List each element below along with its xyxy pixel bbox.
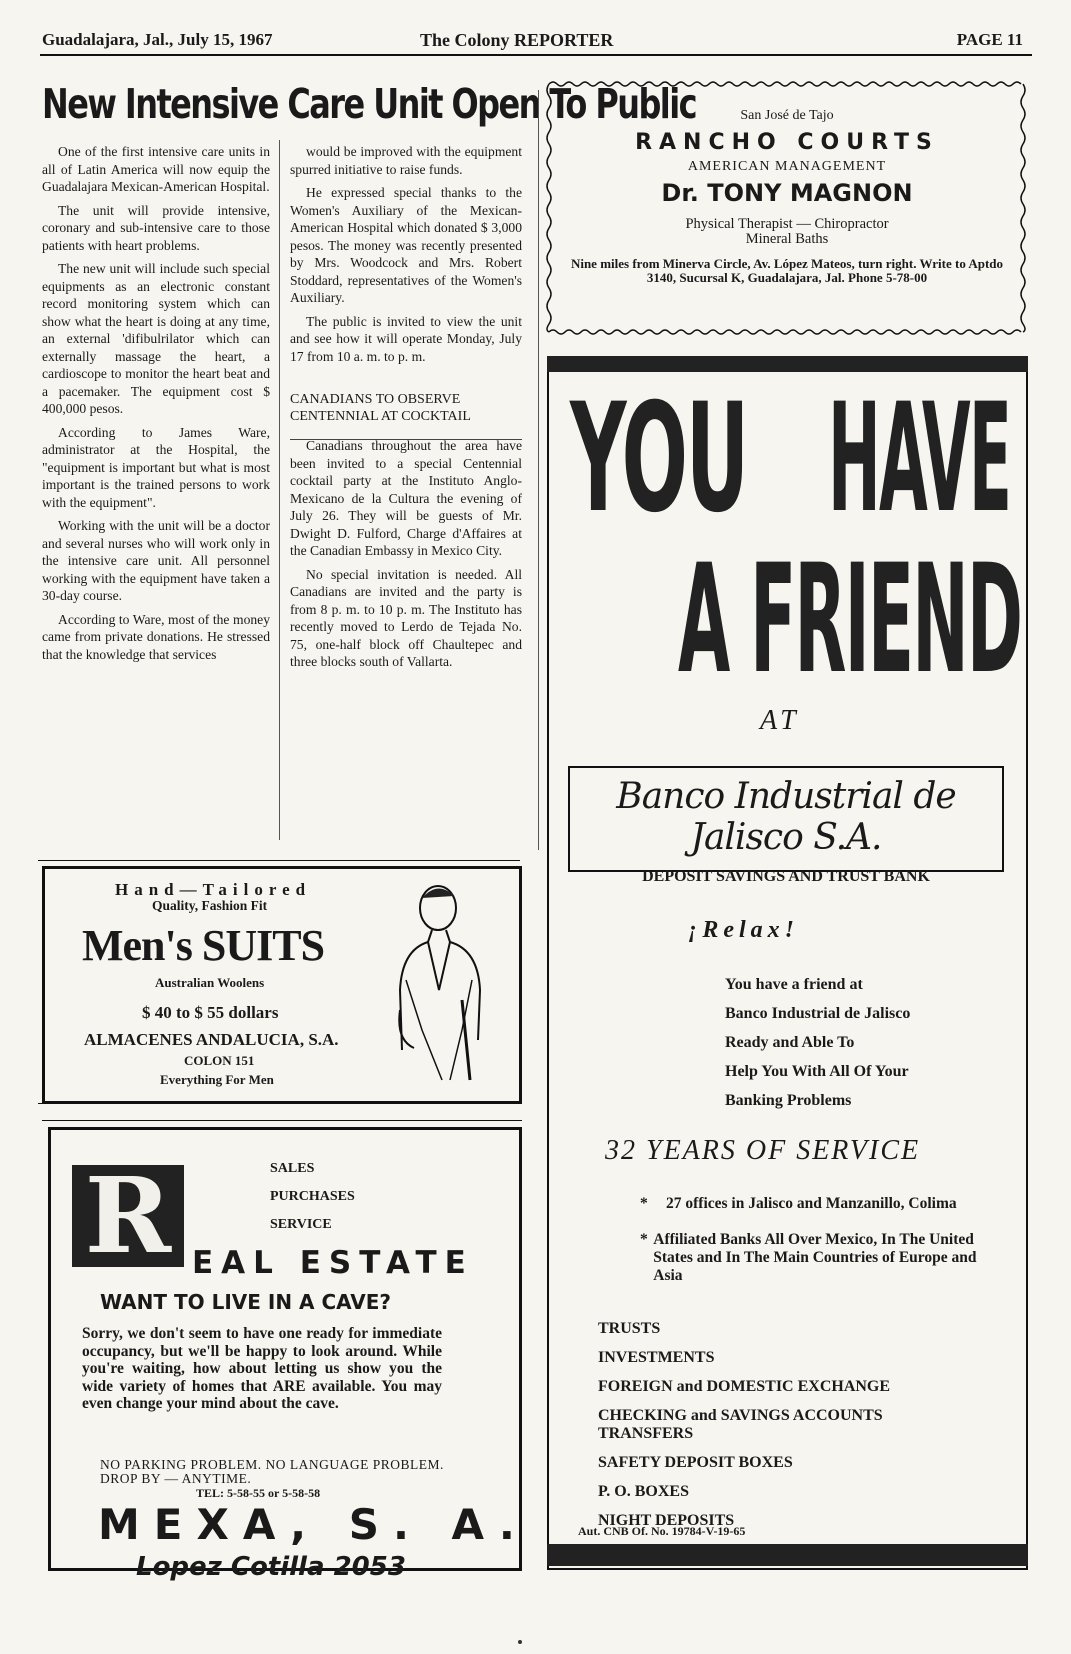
story-rule (290, 439, 522, 440)
friend-line: You have a friend at (725, 976, 863, 993)
header-rule (40, 54, 1032, 56)
masthead: The Colony REPORTER (420, 30, 614, 50)
story-headline: New Intensive Care Unit Open To Public (42, 80, 697, 128)
bank-years: 32 YEARS OF SERVICE (605, 1135, 921, 1166)
bank-headline-you: YOU (570, 372, 748, 546)
bullet-text: 27 offices in Jalisco and Manzanillo, Colima (666, 1195, 957, 1212)
bank-headline-have: HAVE (828, 372, 1011, 546)
friend-line: Ready and Able To (725, 1034, 855, 1051)
story-column-1 (42, 143, 270, 669)
bank-top-bar (547, 356, 1028, 372)
suits-address: COLON 151 (184, 1053, 255, 1068)
rancho-location: San José de Tajo (740, 108, 834, 123)
rancho-doctor: Dr. TONY MAGNON (661, 179, 913, 207)
service-item: SAFETY DEPOSIT BOXES (598, 1454, 793, 1471)
column-divider-right (538, 90, 539, 850)
ornate-r-logo (72, 1154, 184, 1277)
phone-numbers: TEL: 5-58-55 or 5-58-58 (196, 1486, 321, 1500)
bank-authorization: Aut. CNB Of. No. 19784-V-19-65 (578, 1524, 746, 1538)
bank-relax: ¡Relax! (688, 917, 800, 943)
page-number: PAGE 11 (956, 30, 1023, 49)
print-speck (518, 1640, 522, 1644)
bank-name: Banco Industrial de Jalisco S.A. (616, 776, 956, 858)
paragraph: The unit will provide intensive, coronary and sub-intensive care to those patients with heart problems. (42, 202, 270, 253)
bullet-text: Affiliated Banks All Over Mexico, In The United States and In The Main Countries of Europe and Asia (653, 1231, 977, 1284)
suits-title: Men's SUITS (82, 921, 325, 970)
story-column-2 (290, 143, 522, 677)
service-item: NIGHT DEPOSITS (598, 1512, 735, 1529)
real-estate-title: EAL ESTATE (192, 1245, 474, 1281)
paragraph: Working with the unit will be a doctor and several nurses who will work only in the intensive care unit. All personnel working with the equipment have taken a 30-day course. (42, 518, 270, 603)
paragraph: One of the first intensive care units in all of Latin America will now equip the Guadalajara Mexican-American Hospital. (42, 144, 270, 194)
service-item: P. O. BOXES (598, 1483, 689, 1500)
bank-services (598, 1320, 958, 1541)
bank-friend-lines (725, 970, 910, 1115)
mexa-address: Lopez Cotilla 2053 (136, 1552, 406, 1582)
suits-tagline: Everything For Men (160, 1072, 274, 1087)
service-label: SALES (270, 1161, 315, 1176)
bank-at: AT (760, 705, 800, 736)
suits-quality: Quality, Fashion Fit (152, 898, 268, 913)
rancho-services-line: Mineral Baths (745, 231, 829, 247)
asterisk-icon: * (640, 1195, 648, 1212)
service-item: CHECKING and SAVINGS ACCOUNTS TRANSFERS (598, 1407, 883, 1442)
friend-line: Banking Problems (725, 1092, 852, 1109)
bank-bottom-bar (547, 1544, 1028, 1566)
paragraph: The public is invited to view the unit and see how it will operate Monday, July 17 from 10 a. m. to p. m. (290, 313, 522, 364)
suits-price: $ 40 to $ 55 dollars (142, 1003, 279, 1022)
cave-headline: WANT TO LIVE IN A CAVE? (100, 1290, 392, 1314)
service-item: TRUSTS (598, 1320, 661, 1337)
rancho-management: AMERICAN MANAGEMENT (687, 159, 887, 174)
column-divider (279, 140, 280, 840)
asterisk-icon: * (640, 1231, 648, 1248)
mexa-name: MEXA, S. A. (98, 1500, 529, 1549)
paragraph: would be improved with the equipment spurred initiative to raise funds. (290, 144, 522, 177)
friend-line: Banco Industrial de Jalisco (725, 1005, 911, 1022)
paragraph: He expressed special thanks to the Women's Auxiliary of the Mexican-American Hospital which donated $ 3,000 pesos. The money was recently presented by Mrs. Woodcock and Mrs. Robert Stoddard, representatives of the Women's Auxiliary. (290, 185, 522, 305)
paragraph: The new unit will include such special equipments as an electronic constant record monitoring system which can show what the heart is doing at any time, an external 'difibulrilator which can externally massage the heart, a cardioscope to monitor the heart beat and a pacemaker. The equipment cost $ 400,000 pesos. (42, 261, 270, 416)
cave-body: Sorry, we don't seem to have one ready for immediate occupancy, but we'll be happy to look around. While you're waiting, how about letting us show you the wide variety of homes that ARE available. You may even change your mind about the cave. (82, 1325, 442, 1412)
bullet-item (640, 1195, 1000, 1213)
rancho-title: RANCHO COURTS (635, 130, 939, 155)
rancho-directions: Nine miles from Minerva Circle, Av. López Mateos, turn right. Write to Aptdo 3140, Sucursal K, Guadalajara, Jal. Phone 5-78-00 (570, 256, 1004, 285)
service-item: FOREIGN and DOMESTIC EXCHANGE (598, 1378, 891, 1395)
no-parking-line: NO PARKING PROBLEM. NO LANGUAGE PROBLEM. DROP BY — ANYTIME. (100, 1457, 444, 1486)
man-illustration-icon (392, 880, 496, 1090)
dateline: Guadalajara, Jal., July 15, 1967 (42, 30, 273, 49)
paragraph: No special invitation is needed. All Canadians are invited and the party is from 8 p. m. to 10 p. m. The Instituto has recently moved to Lerdo de Tejada No. 75, one-half block off Chaultepec and three blocks south of Vallarta. (290, 566, 522, 669)
rancho-services (552, 217, 1022, 247)
friend-line: Help You With All Of Your (725, 1063, 909, 1080)
rancho-services-line: Physical Therapist — Chiropractor (685, 216, 889, 232)
bank-name-box (568, 766, 1004, 885)
service-label: PURCHASES (270, 1189, 355, 1204)
paragraph: According to James Ware, administrator at the Hospital, the "equipment is important but what is most important is the trained persons to work with the equipment". (42, 424, 270, 510)
paragraph: Canadians throughout the area have been invited to a special Centennial cocktail party at the Instituto Anglo-Mexicano de la Cultura the evening of July 26. They will be guests of Mr. Dwight D. Fulford, Charge d'Affaires at the Canadian Embassy in Mexico City. (290, 438, 522, 558)
service-item: INVESTMENTS (598, 1349, 715, 1366)
suits-store: ALMACENES ANDALUCIA, S.A. (84, 1030, 339, 1049)
rancho-courts-ad (552, 88, 1022, 328)
ornate-r-letter: R (84, 1154, 172, 1277)
paragraph: According to Ware, most of the money came from private donations. He stressed that the knowledge that services (42, 611, 270, 662)
bullet-item (640, 1231, 1000, 1285)
story2-headline: CANADIANS TO OBSERVE CENTENNIAL AT COCKTAIL (290, 392, 471, 424)
bank-headline-friend: A FRIEND (678, 533, 1022, 707)
suits-woolens: Australian Woolens (155, 975, 265, 990)
service-label: SERVICE (270, 1217, 332, 1232)
real-estate-services (270, 1155, 355, 1239)
bank-bullets (640, 1195, 1000, 1303)
suits-hand-tailored: Hand—Tailored (115, 880, 312, 899)
bank-subtitle: DEPOSIT SAVINGS AND TRUST BANK (642, 868, 930, 885)
